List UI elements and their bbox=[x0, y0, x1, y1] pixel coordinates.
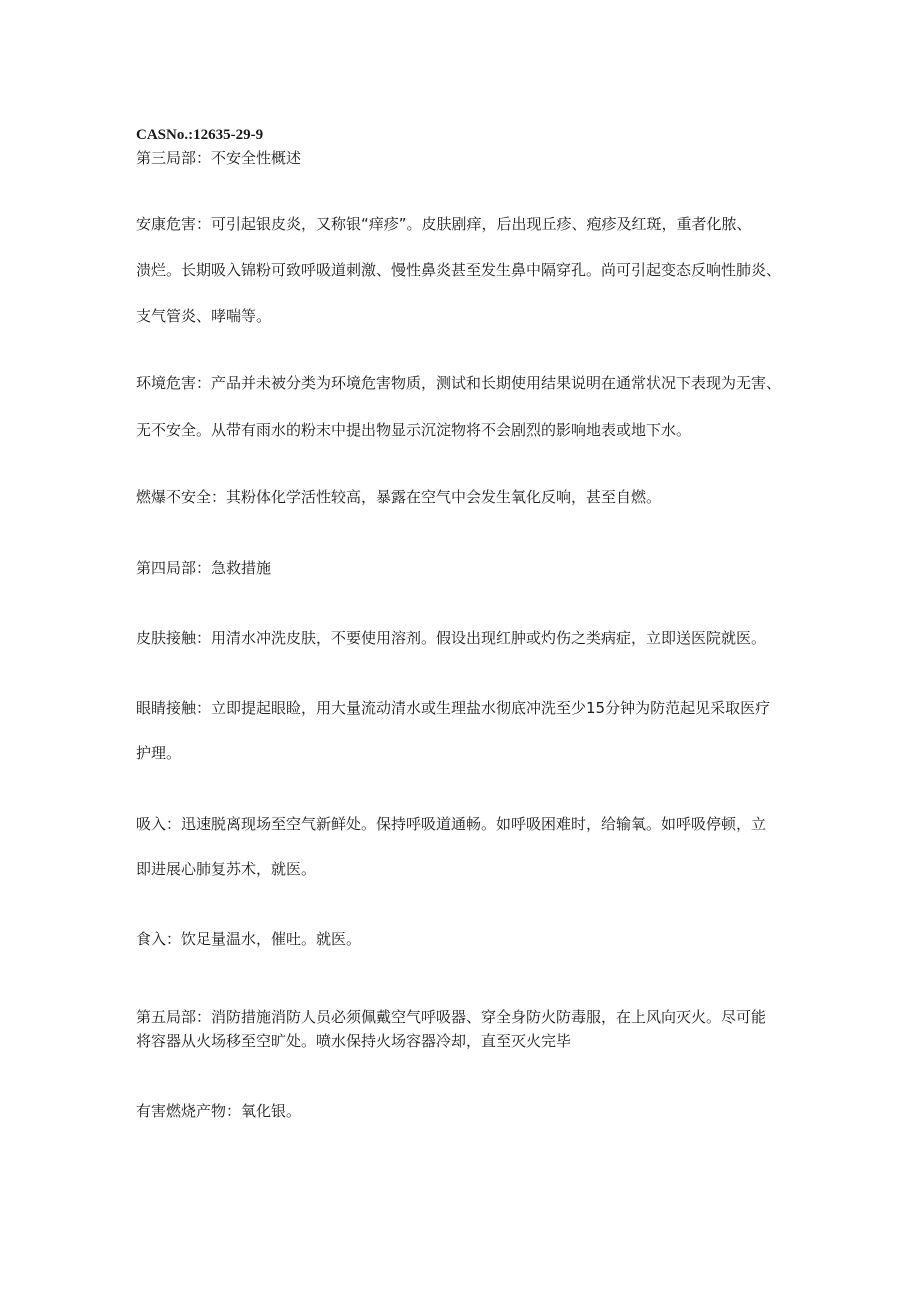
section5-line-2: 将容器从火场移至空旷处。喷水保持火场容器冷却，直至灭火完毕 bbox=[136, 1032, 572, 1050]
section3-title: 第三局部：不安全性概述 bbox=[136, 149, 302, 167]
health-hazard-line-3: 支气管炎、哮喘等。 bbox=[136, 307, 272, 325]
health-hazard-line-1: 安康危害：可引起银皮炎，又称银“痒疹”。皮肤剧痒，后出现丘疹、疱疹及红斑，重者化脓、 bbox=[136, 215, 752, 233]
eye-contact-line-1: 眼睛接触：立即提起眼睑，用大量流动清水或生理盐水彻底冲洗至少15分钟为防范起见采取医疗 bbox=[136, 699, 771, 717]
environmental-hazard-line-1: 环境危害：产品并未被分类为环境危害物质，测试和长期使用结果说明在通常状况下表现为无害、 bbox=[136, 374, 782, 392]
eye-contact-line-2: 护理。 bbox=[136, 744, 182, 762]
cas-number: CASNo.:12635-29-9 bbox=[136, 127, 264, 143]
explosion-hazard: 燃爆不安全：其粉体化学活性较高，暴露在空气中会发生氧化反响，甚至自燃。 bbox=[136, 488, 662, 506]
ingestion: 食入：饮足量温水，催吐。就医。 bbox=[136, 930, 362, 948]
inhalation-line-1: 吸入：迅速脱离现场至空气新鲜处。保持呼吸道通畅。如呼吸困难时，给输氧。如呼吸停顿，立 bbox=[136, 815, 767, 833]
section4-title: 第四局部：急救措施 bbox=[136, 559, 272, 577]
skin-contact: 皮肤接触：用清水冲洗皮肤，不要使用溶剂。假设出现红肿或灼伤之类病症，立即送医院就医。 bbox=[136, 629, 767, 647]
inhalation-line-2: 即进展心肺复苏术，就医。 bbox=[136, 860, 317, 878]
combustion-products: 有害燃烧产物：氧化银。 bbox=[136, 1102, 302, 1120]
section5-line-1: 第五局部：消防措施消防人员必须佩戴空气呼吸器、穿全身防火防毒服，在上风向灭火。尽可能 bbox=[136, 1008, 767, 1026]
health-hazard-line-2: 溃烂。长期吸入锦粉可致呼吸道刺激、慢性鼻炎甚至发生鼻中隔穿孔。尚可引起变态反响性肺炎、 bbox=[136, 261, 782, 279]
environmental-hazard-line-2: 无不安全。从带有雨水的粉末中提出物显示沉淀物将不会剧烈的影响地表或地下水。 bbox=[136, 421, 692, 439]
